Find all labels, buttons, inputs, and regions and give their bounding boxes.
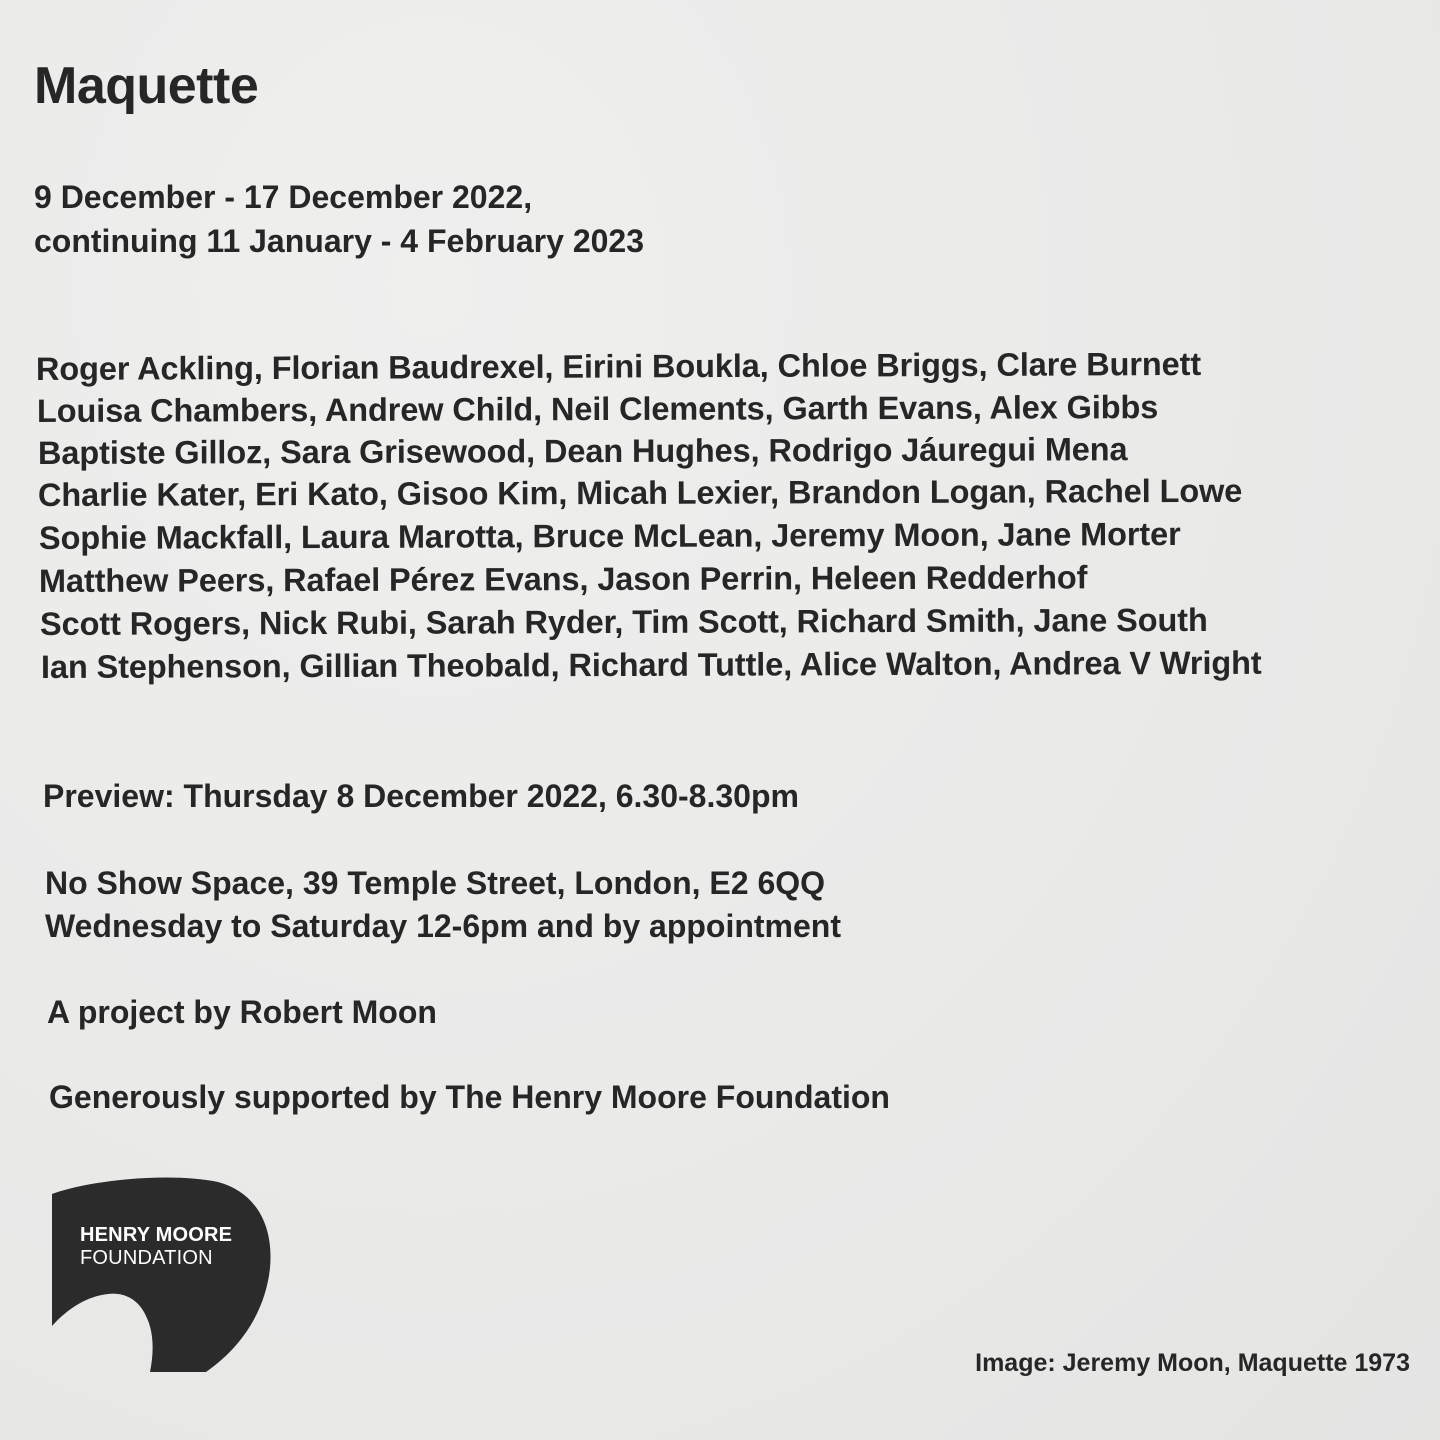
- logo-line-1: HENRY MOORE: [80, 1224, 233, 1246]
- exhibition-dates: [34, 175, 644, 263]
- logo-wordmark: [80, 1224, 232, 1270]
- project-credit: [47, 991, 437, 1034]
- support-credit: [49, 1076, 890, 1119]
- preview-text: Preview: Thursday 8 December 2022, 6.30-8.30pm: [43, 778, 799, 814]
- artist-list: [35, 345, 1262, 689]
- page-title: Maquette: [34, 57, 259, 115]
- artist-line: Baptiste Gilloz, Sara Grisewood, Dean Hughes, Rodrigo Jáuregui Mena: [37, 431, 1128, 471]
- venue-hours: Wednesday to Saturday 12-6pm and by appointment: [45, 908, 841, 944]
- logo-shape: [50, 1176, 274, 1374]
- artist-line: Roger Ackling, Florian Baudrexel, Eirini Boukla, Chloe Briggs, Clare Burnett: [35, 345, 1202, 387]
- artist-line: Ian Stephenson, Gillian Theobald, Richard Tuttle, Alice Walton, Andrea V Wright: [40, 644, 1262, 685]
- artist-line: Charlie Kater, Eri Kato, Gisoo Kim, Micah Lexier, Brandon Logan, Rachel Lowe: [37, 472, 1243, 513]
- preview-info: [43, 775, 799, 818]
- henry-moore-foundation-logo: [50, 1176, 274, 1374]
- image-credit: Image: Jeremy Moon, Maquette 1973: [975, 1349, 1410, 1377]
- logo-line-2: FOUNDATION: [80, 1247, 213, 1269]
- artist-line: Louisa Chambers, Andrew Child, Neil Clements, Garth Evans, Alex Gibbs: [36, 389, 1159, 429]
- dates-line-1: 9 December - 17 December 2022,: [34, 179, 533, 215]
- venue-info: [45, 862, 841, 948]
- artist-line: Scott Rogers, Nick Rubi, Sarah Ryder, Tim Scott, Richard Smith, Jane South: [39, 601, 1208, 642]
- logo-silhouette: [52, 1178, 271, 1372]
- support-text: Generously supported by The Henry Moore Foundation: [49, 1079, 890, 1115]
- venue-address: No Show Space, 39 Temple Street, London, E2 6QQ: [45, 865, 826, 901]
- project-text: A project by Robert Moon: [47, 994, 437, 1030]
- dates-line-2: continuing 11 January - 4 February 2023: [34, 223, 644, 259]
- artist-line: Matthew Peers, Rafael Pérez Evans, Jason Perrin, Heleen Redderhof: [38, 559, 1088, 599]
- artist-line: Sophie Mackfall, Laura Marotta, Bruce McLean, Jeremy Moon, Jane Morter: [38, 516, 1181, 556]
